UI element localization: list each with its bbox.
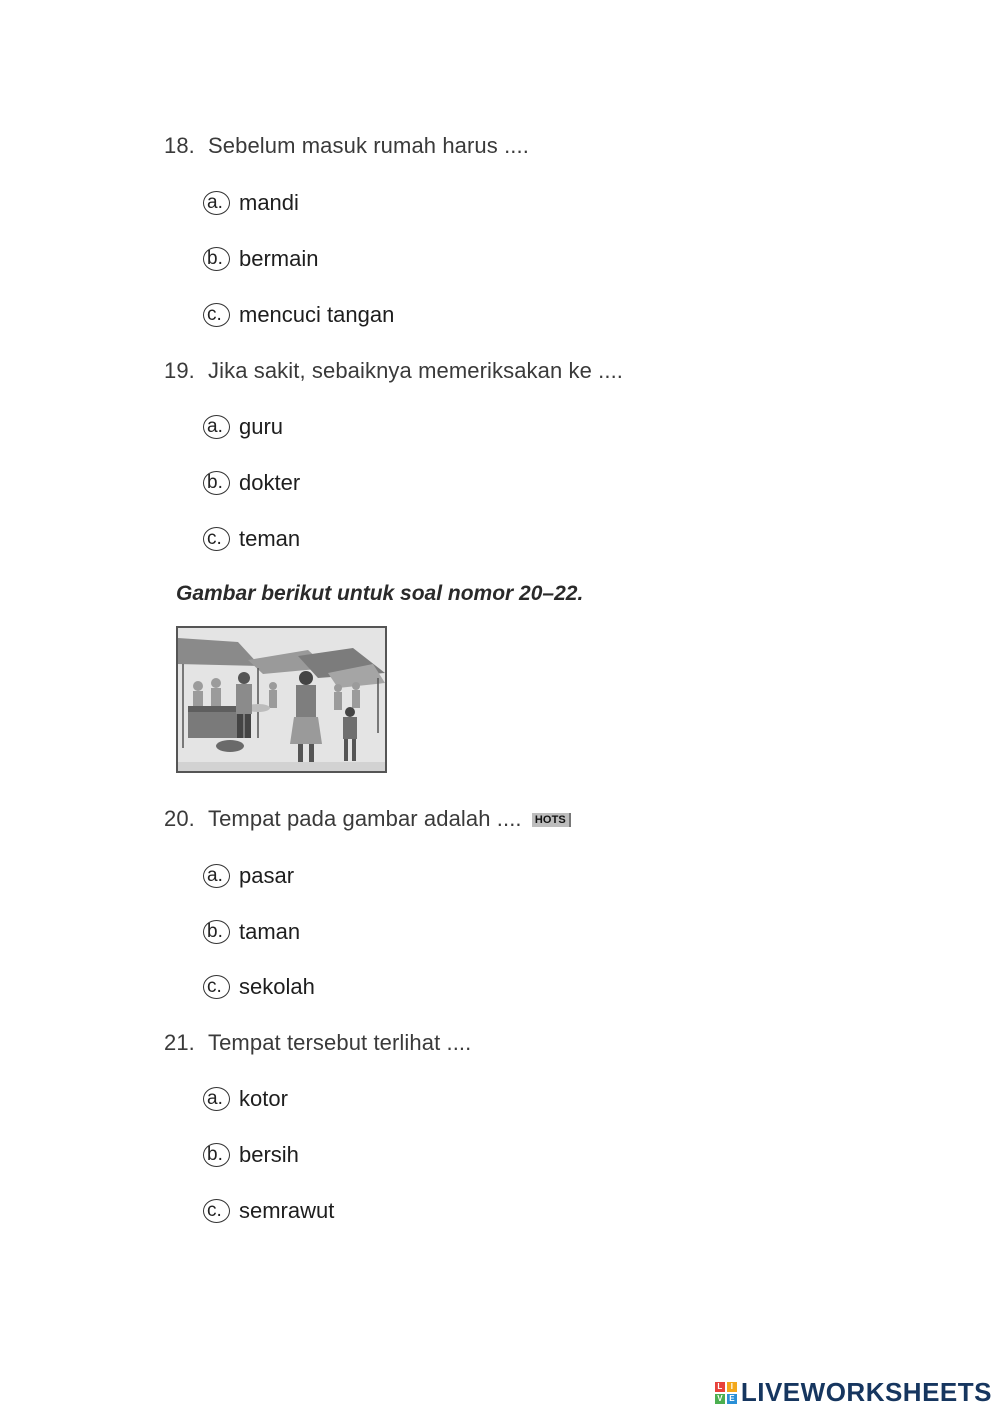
option-text: pasar bbox=[239, 863, 295, 888]
option-19c[interactable] bbox=[203, 525, 300, 553]
option-letter: b. bbox=[203, 471, 230, 495]
hots-badge: HOTS bbox=[532, 813, 571, 827]
option-text: dokter bbox=[239, 470, 301, 495]
option-19a[interactable] bbox=[203, 413, 283, 441]
option-20a[interactable] bbox=[203, 862, 294, 890]
option-text: mandi bbox=[239, 190, 299, 215]
option-text: semrawut bbox=[239, 1198, 335, 1223]
question-20 bbox=[164, 806, 571, 832]
question-number: 20. bbox=[164, 806, 195, 831]
liveworksheets-brand[interactable] bbox=[715, 1377, 992, 1408]
liveworksheets-logo-icon bbox=[715, 1382, 737, 1404]
option-letter: c. bbox=[203, 1199, 230, 1223]
option-letter: a. bbox=[203, 864, 230, 888]
brand-name: LIVEWORKSHEETS bbox=[740, 1377, 992, 1407]
option-text: mencuci tangan bbox=[239, 302, 395, 327]
option-text: bermain bbox=[239, 246, 319, 271]
option-21a[interactable] bbox=[203, 1085, 288, 1113]
option-21c[interactable] bbox=[203, 1197, 334, 1225]
option-letter: b. bbox=[203, 1143, 230, 1167]
option-18c[interactable] bbox=[203, 301, 394, 329]
option-text: taman bbox=[239, 919, 301, 944]
option-21b[interactable] bbox=[203, 1141, 299, 1169]
question-text: Jika sakit, sebaiknya memeriksakan ke .... bbox=[208, 358, 624, 383]
logo-tile: L bbox=[715, 1382, 725, 1392]
option-text: kotor bbox=[239, 1086, 288, 1111]
option-letter: a. bbox=[203, 415, 230, 439]
option-letter: c. bbox=[203, 303, 230, 327]
option-letter: b. bbox=[203, 920, 230, 944]
option-19b[interactable] bbox=[203, 469, 300, 497]
option-letter: c. bbox=[203, 975, 230, 999]
market-scene-illustration bbox=[176, 626, 387, 773]
option-20b[interactable] bbox=[203, 918, 300, 946]
question-number: 21. bbox=[164, 1030, 195, 1055]
option-letter: c. bbox=[203, 527, 230, 551]
question-18 bbox=[164, 133, 529, 159]
option-18a[interactable] bbox=[203, 189, 299, 217]
logo-tile: E bbox=[727, 1394, 737, 1404]
question-text: Sebelum masuk rumah harus .... bbox=[208, 133, 529, 158]
question-text: Tempat tersebut terlihat .... bbox=[208, 1030, 472, 1055]
question-number: 18. bbox=[164, 133, 195, 158]
option-letter: a. bbox=[203, 1087, 230, 1111]
question-number: 19. bbox=[164, 358, 195, 383]
picture-instruction: Gambar berikut untuk soal nomor 20–22. bbox=[176, 582, 584, 605]
question-21 bbox=[164, 1030, 471, 1056]
option-18b[interactable] bbox=[203, 245, 318, 273]
logo-tile: V bbox=[715, 1394, 725, 1404]
option-text: guru bbox=[239, 414, 284, 439]
option-text: sekolah bbox=[239, 974, 315, 999]
option-text: bersih bbox=[239, 1142, 299, 1167]
option-letter: b. bbox=[203, 247, 230, 271]
option-20c[interactable] bbox=[203, 973, 315, 1001]
logo-tile: I bbox=[727, 1382, 737, 1392]
question-text: Tempat pada gambar adalah .... bbox=[208, 806, 522, 831]
option-letter: a. bbox=[203, 191, 230, 215]
question-19 bbox=[164, 358, 623, 384]
option-text: teman bbox=[239, 526, 301, 551]
